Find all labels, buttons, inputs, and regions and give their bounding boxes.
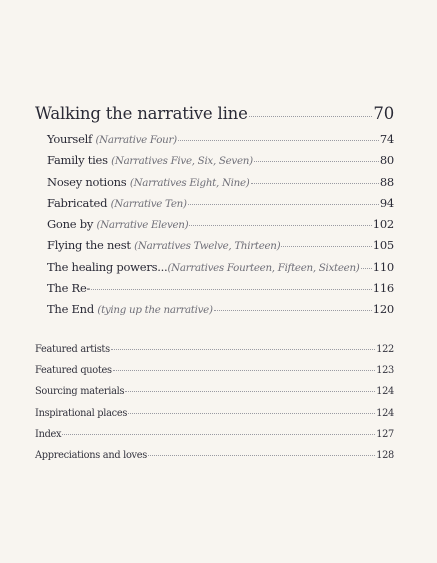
chapter-title: Nosey notions <box>47 174 127 189</box>
chapter-subtitle: (Narrative Eleven) <box>96 219 189 232</box>
dot-leader <box>113 370 375 371</box>
chapter-page-number: 80 <box>379 153 394 168</box>
chapter-subtitle: (Narratives Eight, Nine) <box>129 176 250 189</box>
dot-leader <box>178 140 379 141</box>
dot-leader <box>125 391 375 392</box>
dot-leader <box>189 225 371 226</box>
dot-leader <box>254 161 379 162</box>
toc-entry-chapter[interactable] <box>47 153 394 174</box>
toc-entry-appendix[interactable] <box>35 365 394 386</box>
toc-entry-appendix[interactable] <box>35 408 394 429</box>
appendix-title: Inspirational places <box>35 407 128 419</box>
chapter-page-number: 102 <box>372 217 394 232</box>
appendix-title: Index <box>35 428 62 440</box>
appendix-title: Appreciations and loves <box>35 450 148 462</box>
chapter-page-number: 120 <box>372 302 394 317</box>
toc-entry-chapter[interactable] <box>47 196 394 217</box>
toc-entry-chapter[interactable] <box>47 175 394 196</box>
toc-entry-chapter[interactable] <box>47 302 394 323</box>
chapter-page-number: 74 <box>379 132 394 146</box>
dot-leader <box>111 349 375 350</box>
dot-leader <box>214 310 372 311</box>
section-title: Walking the narrative line <box>35 104 248 123</box>
appendix-title: Featured quotes <box>35 364 112 376</box>
section-page-number: 70 <box>373 104 394 123</box>
chapter-subtitle: (Narratives Five, Six, Seven) <box>111 155 253 168</box>
appendix-page-number: 127 <box>376 428 394 440</box>
chapter-title: The Re- <box>47 281 91 296</box>
chapter-page-number: 105 <box>372 238 394 253</box>
dot-leader <box>361 268 372 269</box>
dot-leader <box>281 246 371 247</box>
dot-leader <box>249 116 373 117</box>
chapter-page-number: 110 <box>372 259 394 274</box>
toc-entry-chapter[interactable] <box>47 238 394 259</box>
chapter-page-number: 116 <box>372 281 394 296</box>
appendix-title: Featured artists <box>35 343 110 355</box>
chapter-title: The healing powers... <box>47 259 168 274</box>
chapter-title: Flying the nest <box>47 238 131 253</box>
appendix-page-number: 123 <box>376 364 394 376</box>
appendix-page-number: 124 <box>376 407 394 419</box>
chapter-subtitle: (Narratives Fourteen, Fifteen, Sixteen) <box>167 261 360 274</box>
appendix-page-number: 124 <box>376 386 394 398</box>
toc-entry-appendix[interactable] <box>35 450 394 471</box>
toc-entry-chapter[interactable] <box>47 217 394 238</box>
dot-leader <box>188 204 379 205</box>
table-of-contents <box>35 104 394 471</box>
toc-entry-chapter[interactable] <box>47 281 394 302</box>
chapter-list <box>35 132 394 324</box>
appendix-title: Sourcing materials <box>35 386 125 398</box>
dot-leader <box>251 183 379 184</box>
appendix-page-number: 122 <box>376 343 394 355</box>
chapter-subtitle: (tying up the narrative) <box>97 304 213 317</box>
appendix-page-number: 128 <box>376 450 394 462</box>
toc-entry-chapter[interactable] <box>47 260 394 281</box>
chapter-page-number: 88 <box>379 174 394 189</box>
toc-entry-appendix[interactable] <box>35 386 394 407</box>
chapter-subtitle: (Narratives Twelve, Thirteen) <box>134 240 281 253</box>
dot-leader <box>62 434 375 435</box>
chapter-title: Family ties <box>47 153 108 168</box>
chapter-title: Yourself <box>47 132 93 146</box>
chapter-title: The End <box>47 302 94 317</box>
chapter-subtitle: (Narrative Ten) <box>110 197 187 210</box>
chapter-subtitle: (Narrative Four) <box>95 134 177 146</box>
toc-entry-appendix[interactable] <box>35 344 394 365</box>
chapter-title: Gone by <box>47 217 94 232</box>
appendix-list <box>35 344 394 472</box>
chapter-title: Fabricated <box>47 195 108 210</box>
toc-entry-chapter[interactable] <box>47 132 394 153</box>
dot-leader <box>128 413 375 414</box>
dot-leader <box>148 455 375 456</box>
toc-entry-appendix[interactable] <box>35 429 394 450</box>
toc-section-heading[interactable] <box>35 104 394 132</box>
dot-leader <box>91 289 372 290</box>
chapter-page-number: 94 <box>379 195 394 210</box>
